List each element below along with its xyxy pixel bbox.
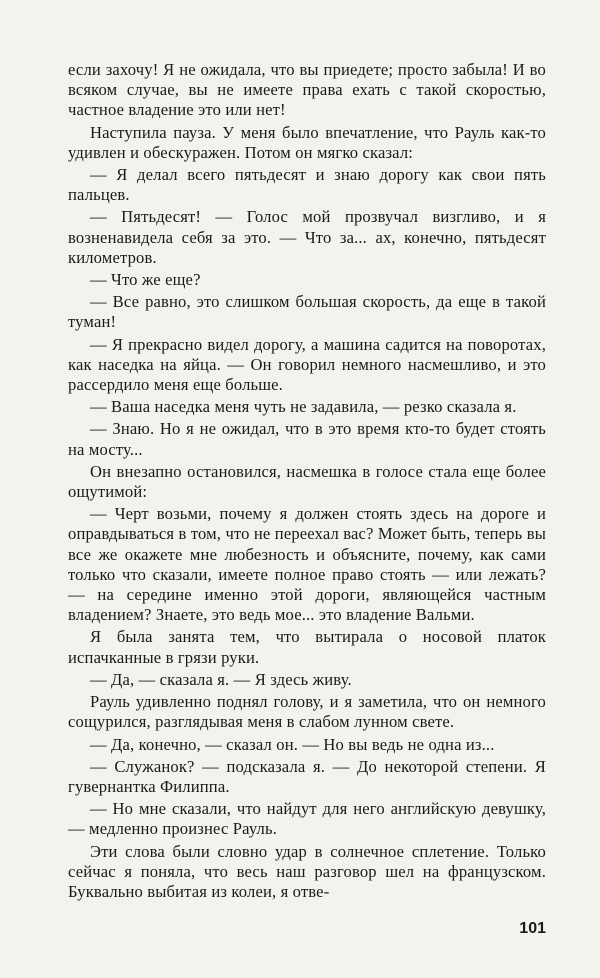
paragraph: если захочу! Я не ожидала, что вы приедете; просто забыла! И во всяком случае, вы не имеете права ехать с такой скоростью, частное владение это или нет!	[68, 60, 546, 120]
paragraph: — Пятьдесят! — Голос мой прозвучал визгливо, и я возненавидела себя за это. — Что за... ах, конечно, пятьдесят километров.	[68, 207, 546, 267]
paragraph: — Черт возьми, почему я должен стоять здесь на дороге и оправдываться в том, что не переехал вас? Может быть, теперь вы все же окажете мне любезность и объясните, почему, как сами только что сказали, имеете полное право стоять — или лежать? — на середине именно этой дороги, являющейся частным владением? Знаете, это ведь мое... это владение Вальми.	[68, 504, 546, 625]
paragraph: — Все равно, это слишком большая скорость, да еще в такой туман!	[68, 292, 546, 332]
paragraph: — Что же еще?	[90, 270, 201, 290]
book-page	[68, 60, 546, 940]
page-text	[68, 60, 546, 902]
paragraph: — Ваша наседка меня чуть не задавила, — резко сказала я.	[90, 397, 517, 417]
paragraph: Он внезапно остановился, насмешка в голосе стала еще более ощутимой:	[68, 461, 546, 502]
paragraph: — Я делал всего пятьдесят и знаю дорогу как свои пять пальцев.	[68, 165, 546, 205]
paragraph: Эти слова были словно удар в солнечное сплетение. Только сейчас я поняла, что весь наш разговор шел на французском. Буквально выбитая из колеи, я отве-	[68, 841, 546, 901]
paragraph: Наступила пауза. У меня было впечатление, что Рауль как-то удивлен и обескуражен. Потом он мягко сказал:	[68, 122, 546, 162]
paragraph: — Служанок? — подсказала я. — До некоторой степени. Я гувернантка Филиппа.	[68, 756, 546, 796]
paragraph: Рауль удивленно поднял голову, и я заметила, что он немного сощурился, разглядывая меня в слабом лунном свете.	[68, 692, 546, 732]
paragraph: — Но мне сказали, что найдут для него английскую девушку, — медленно произнес Рауль.	[68, 799, 546, 839]
paragraph: — Я прекрасно видел дорогу, а машина садится на поворотах, как наседка на яйца. — Он говорил немного насмешливо, и это рассердило меня еще больше.	[68, 334, 546, 395]
paragraph: — Да, — сказала я. — Я здесь живу.	[90, 669, 352, 689]
paragraph: — Да, конечно, — сказал он. — Но вы ведь не одна из...	[90, 734, 495, 754]
paragraph: — Знаю. Но я не ожидал, что в это время кто-то будет стоять на мосту...	[68, 419, 546, 459]
page-number: 101	[519, 920, 546, 937]
paragraph: Я была занята тем, что вытирала о носовой платок испачканные в грязи руки.	[68, 627, 546, 667]
